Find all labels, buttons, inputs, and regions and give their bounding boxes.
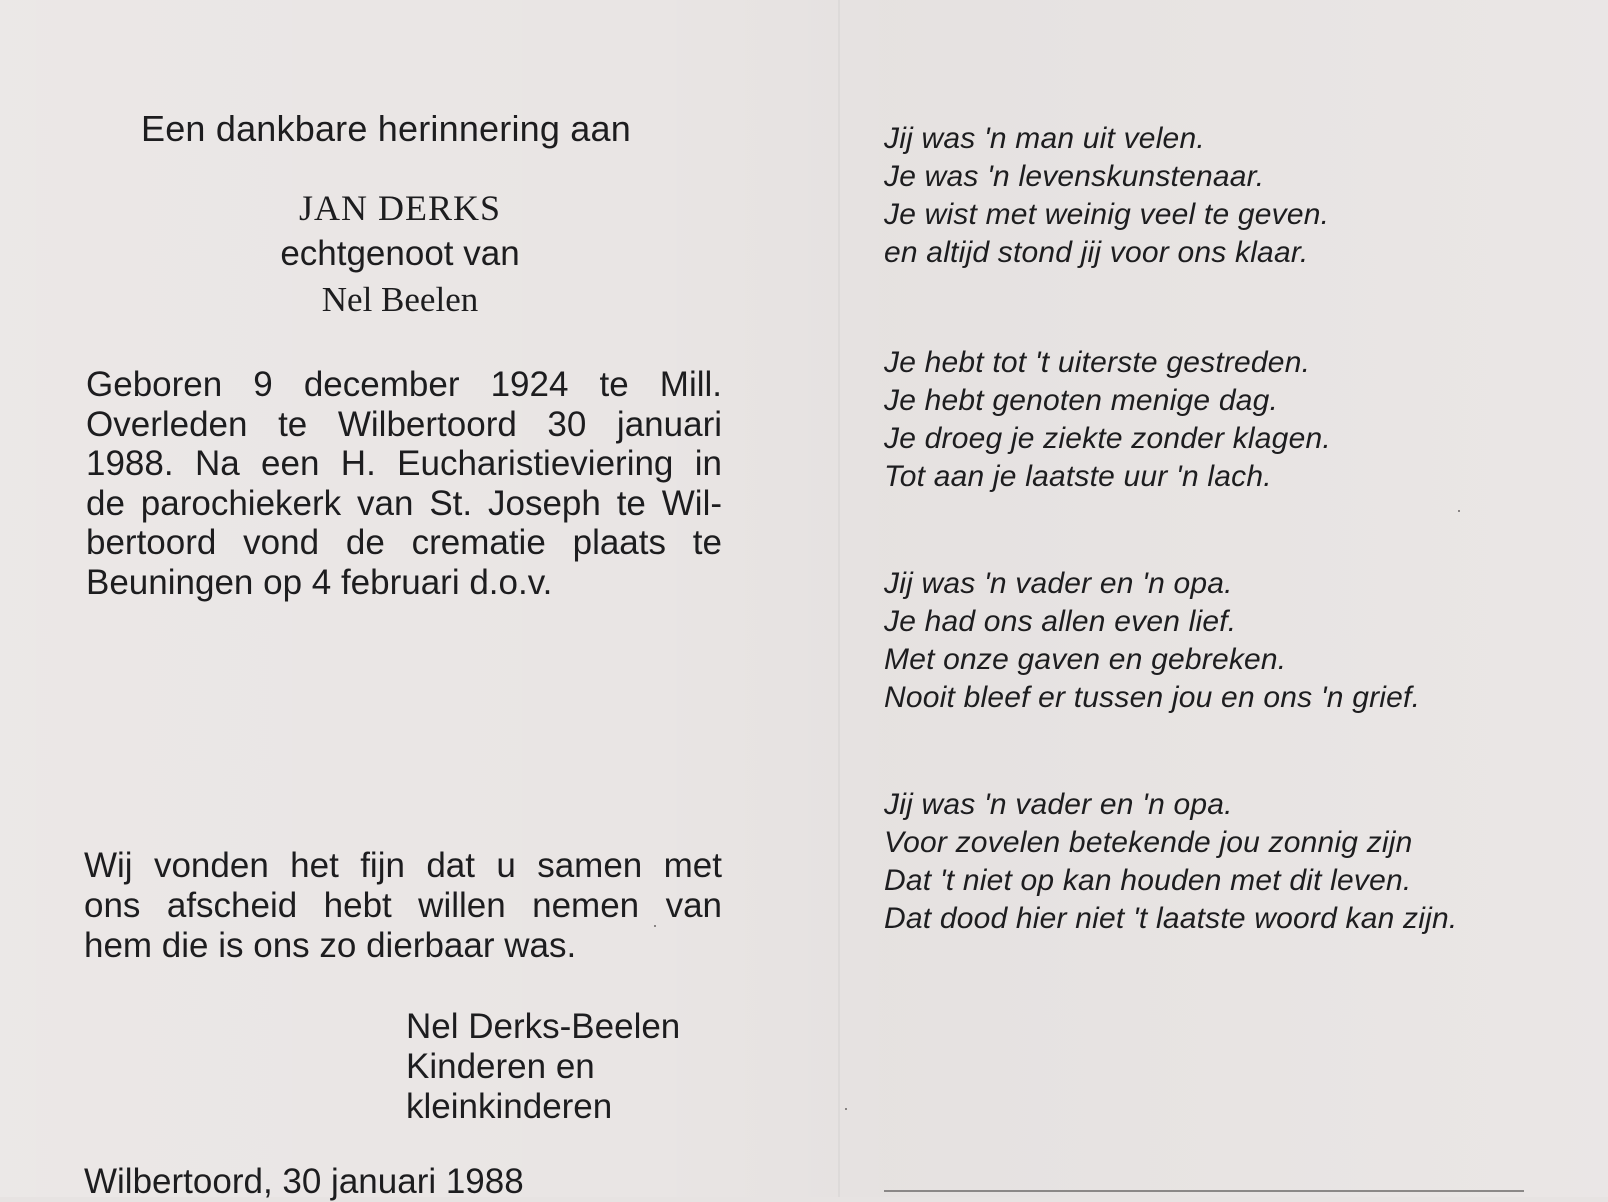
paper-speck [845,1108,847,1110]
bio-line: bertoord vond de crematie plaats te [86,523,722,562]
name-block [84,186,724,322]
poem-line: Met onze gaven en gebreken. [884,643,1287,676]
poem-line: Tot aan je laatste uur 'n lach. [884,460,1272,493]
right-panel [884,0,1584,1197]
family-signature [406,1007,680,1127]
poem-line: Nooit bleef er tussen jou en ons 'n grief. [884,681,1421,714]
poem-line: Dat 't niet op kan houden met dit leven. [884,864,1412,897]
paper-speck [654,925,656,927]
bio-line: de parochiekerk van St. Joseph te Wil- [86,483,722,523]
bio-line: Geboren 9 december 1924 te Mill. [86,365,722,404]
card-fold [838,0,840,1197]
poem-stanza [884,120,1329,272]
spouse-name: Nel Beelen [321,280,479,319]
left-panel [84,0,724,1201]
spouse-label: echtgenoot van [280,234,520,273]
signature-rule [884,1190,1524,1192]
deceased-name: JAN DERKS [298,188,502,228]
poem-line: Je wist met weinig veel te geven. [884,198,1330,231]
biography [86,365,722,602]
poem-line: Je had ons allen even lief. [884,605,1237,638]
place-date: Wilbertoord, 30 januari 1988 [84,1162,524,1201]
poem-line: Je hebt tot 't uiterste gestreden. [884,346,1311,379]
poem-stanza [884,786,1457,938]
poem-line: Dat dood hier niet 't laatste woord kan zijn. [884,902,1458,935]
bio-line: 1988. Na een H. Eucharistieviering in [86,444,722,483]
intro-text: Een dankbare herinnering aan [141,108,631,149]
thanks-line: hem die is ons zo dierbaar was. [84,926,577,965]
poem-line: Je droeg je ziekte zonder klagen. [884,422,1331,455]
poem-line: Jij was 'n vader en 'n opa. [884,567,1233,600]
family-line: Nel Derks-Beelen [406,1007,681,1046]
thanks-line: ons afscheid hebt willen nemen van [84,886,722,925]
paper-speck [1458,510,1460,512]
poem-line: Voor zovelen betekende jou zonnig zijn [884,826,1413,859]
family-line: kleinkinderen [406,1087,613,1126]
poem-line: Je hebt genoten menige dag. [884,384,1279,417]
poem-line: Jij was 'n man uit velen. [884,122,1205,155]
thanks-line: Wij vonden het fijn dat u samen met [84,846,722,885]
family-line: Kinderen en [406,1047,595,1086]
poem-line: Je was 'n levenskunstenaar. [884,160,1265,193]
thank-you-note [84,846,722,966]
poem-stanza [884,344,1331,496]
bio-line: Overleden te Wilbertoord 30 januari [86,404,722,444]
poem-line: en altijd stond jij voor ons klaar. [884,236,1309,269]
bio-line: Beuningen op 4 februari d.o.v. [86,562,553,602]
poem-stanza [884,565,1420,717]
poem-line: Jij was 'n vader en 'n opa. [884,788,1233,821]
